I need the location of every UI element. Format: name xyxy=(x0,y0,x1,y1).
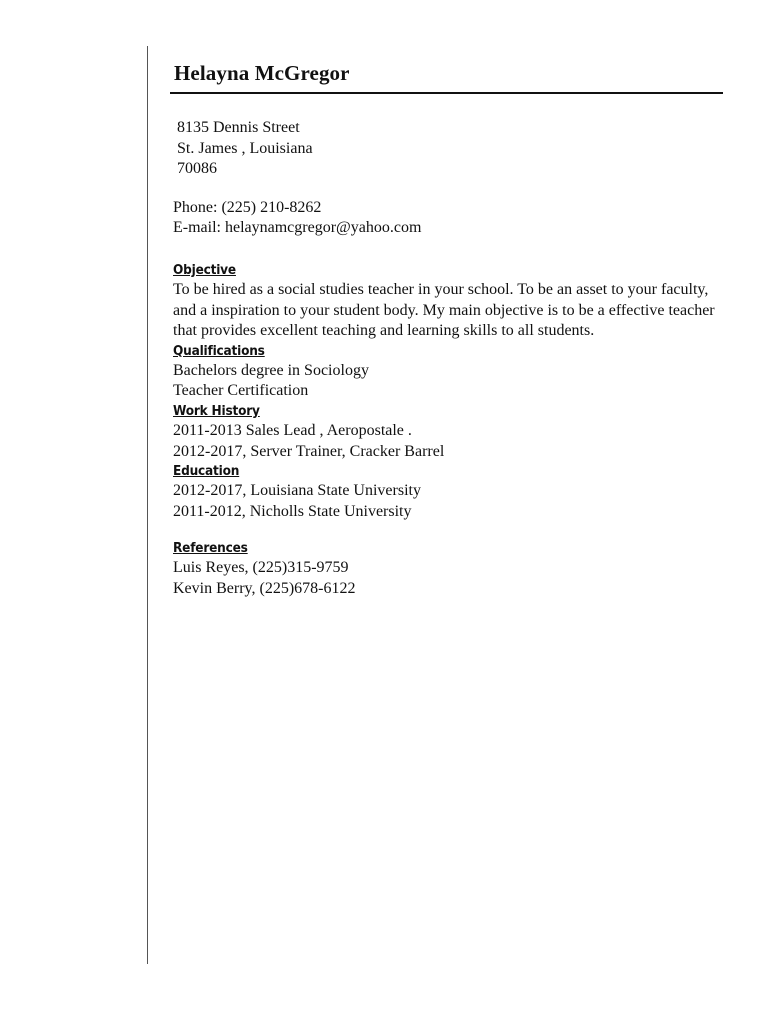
education-item: 2011-2012, Nicholls State University xyxy=(173,502,412,520)
references-list xyxy=(173,558,733,599)
work-history-heading: Work History xyxy=(173,402,260,419)
work-history-list xyxy=(173,421,733,462)
phone-line: Phone: (225) 210-8262 xyxy=(173,198,322,216)
contact-block xyxy=(173,198,733,239)
reference-item: Luis Reyes, (225)315-9759 xyxy=(173,559,349,577)
address-block xyxy=(173,118,733,180)
email-line: E-mail: helaynamcgregor@yahoo.com xyxy=(173,219,422,237)
address-city-state: St. James , Louisiana xyxy=(177,139,313,157)
qualification-item: Teacher Certification xyxy=(173,382,309,400)
qualifications-list xyxy=(173,361,733,402)
resume-content xyxy=(173,118,733,600)
qualification-item: Bachelors degree in Sociology xyxy=(173,361,369,379)
education-item: 2012-2017, Louisiana State University xyxy=(173,482,421,500)
education-list xyxy=(173,481,733,522)
address-street: 8135 Dennis Street xyxy=(177,119,300,136)
objective-heading: Objective xyxy=(173,261,236,278)
work-history-item: 2012-2017, Server Trainer, Cracker Barrel xyxy=(173,442,445,460)
qualifications-heading: Qualifications xyxy=(173,342,265,359)
education-heading: Education xyxy=(173,463,240,480)
references-heading: References xyxy=(173,540,248,557)
resume-name: Helayna McGregor xyxy=(174,61,350,85)
work-history-item: 2011-2013 Sales Lead , Aeropostale . xyxy=(173,421,412,439)
left-margin-rule xyxy=(147,46,148,964)
objective-text: To be hired as a social studies teacher in your school. To be an asset to your faculty, and a inspiration to your student body. My main objective is to be a effective teacher that provides excellent teaching and learning skills to all students. xyxy=(173,280,715,340)
address-zip: 70086 xyxy=(177,160,217,178)
reference-item: Kevin Berry, (225)678-6122 xyxy=(173,579,356,597)
name-underline-rule xyxy=(170,92,723,94)
